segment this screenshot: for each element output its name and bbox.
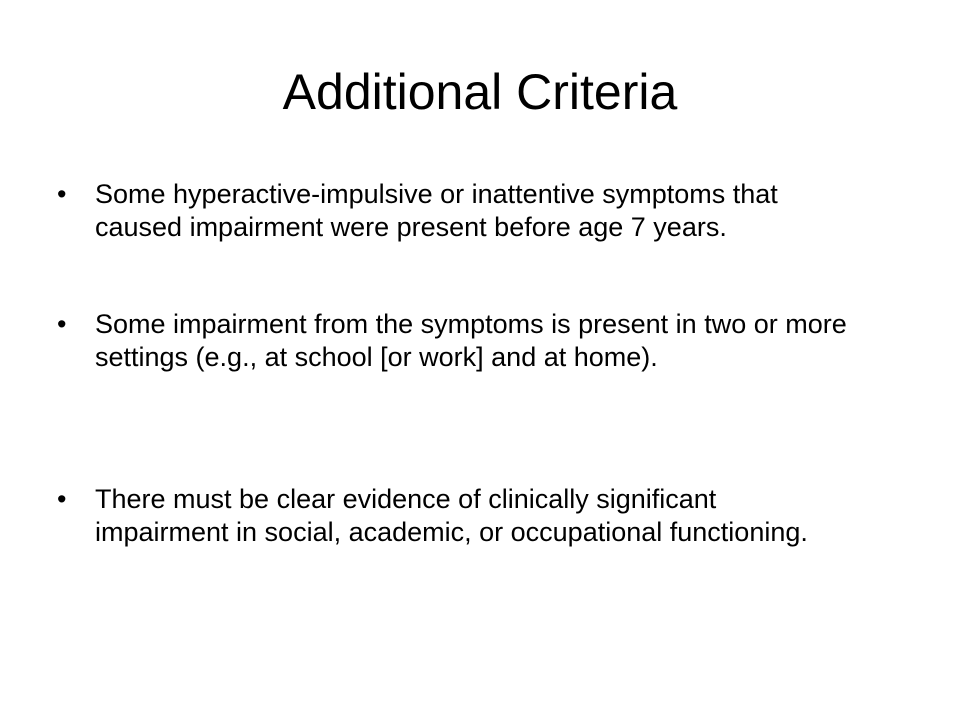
bullet-text: Some hyperactive-impulsive or inattentive symptoms that caused impairment were present before age 7 years.: [95, 179, 778, 242]
bullet-item-1: [57, 178, 855, 244]
slide-title: Additional Criteria: [282, 64, 678, 120]
bullet-dot: •: [57, 484, 67, 514]
bullet-dot: •: [57, 309, 67, 339]
bullet-text: Some impairment from the symptoms is present in two or more settings (e.g., at school [or work] and at home).: [95, 309, 847, 372]
bullet-item-3: [57, 483, 855, 549]
bullet-dot: •: [57, 179, 67, 209]
bullet-text: There must be clear evidence of clinically significant impairment in social, academic, or occupational functioning.: [95, 484, 808, 547]
bullet-item-2: [57, 308, 855, 374]
